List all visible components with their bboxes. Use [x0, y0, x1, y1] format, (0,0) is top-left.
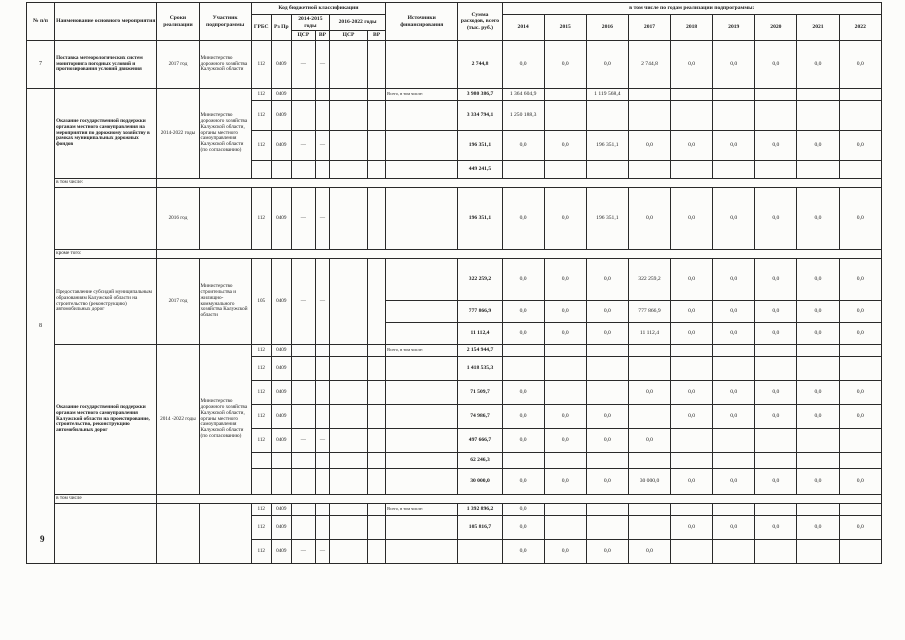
header-total: Сумма расходов, всего (тыс. руб.)	[458, 3, 502, 41]
table-row: 112 0409 1 418 535,3	[27, 357, 882, 381]
table-row: Предоставление субсидий муниципальным образованиям Калужской области на строительство (реконструкцию) автомобильных дорог 2017 год Министерство строительства и жилищно-коммунального хозяйства Калужской области 105 0409 — — 322 259,2 0,0 0,0 0,0 322 259,2 0,0 0,0 0,0 0,0 0,0	[27, 259, 882, 301]
header-period: Сроки реализации	[157, 3, 199, 41]
header-name: Наименование основного мероприятия	[55, 3, 157, 41]
header-years-group: в том числе по годам реализации подпрограммы:	[502, 3, 881, 15]
header-sources: Источники финансирования	[386, 3, 458, 41]
table-row: 112 0409 — — 0,0 0,0 0,0 0,0	[27, 540, 882, 564]
table-row: 112 0409 — — 497 666,7 0,0 0,0 0,0 0,0	[27, 429, 882, 453]
table-row: 2016 год 112 0409 — — 196 351,1 0,0 0,0 196 351,1 0,0 0,0 0,0 0,0 0,0 0,0	[27, 188, 882, 250]
table-row: 112 0409 3 334 794,1 1 250 188,3	[27, 101, 882, 131]
header-2014-2015: 2014-2015 годы	[291, 15, 329, 31]
table-row: 449 241,5	[27, 161, 882, 179]
header-vr-1622: ВР	[368, 31, 386, 41]
header-csr-1622: ЦСР	[329, 31, 367, 41]
header-year: 2015	[544, 15, 586, 41]
header-year: 2019	[713, 15, 755, 41]
table-row: 30 000,0 0,0 0,0 0,0 30 000,0 0,0 0,0 0,0 0,0 0,0	[27, 469, 882, 495]
table-row: 777 866,9 0,0 0,0 0,0 777 866,9 0,0 0,0 0,0 0,0 0,0	[27, 301, 882, 323]
header-bk-group: Код бюджетной классификации	[251, 3, 385, 15]
header-year: 2020	[755, 15, 797, 41]
table-row: 7 Поставка метеорологических систем мониторинга погодных условий и прогнозирования условий движения 2017 год Министерство дорожного хозяйства Калужской области 112 0409 — — 2 744,8 0,0 0,0 0,0 2 744,8 0,0 0,0 0,0 0,0 0,0	[27, 41, 882, 89]
header-num: № п/п	[27, 3, 55, 41]
budget-table	[26, 2, 882, 564]
table-row: 112 0409 74 986,7 0,0 0,0 0,0 0,0 0,0 0,0 0,0 0,0	[27, 405, 882, 429]
header-rzpr: Рз Пр	[271, 15, 291, 41]
header-year: 2021	[797, 15, 839, 41]
table-row: 112 0409 71 509,7 0,0 0,0 0,0 0,0 0,0 0,0 0,0	[27, 381, 882, 405]
table-row: 11 112,4 0,0 0,0 0,0 11 112,4 0,0 0,0 0,0 0,0 0,0	[27, 323, 882, 345]
row-number-9: 9	[40, 534, 45, 544]
table-row: 8 Оказание государственной поддержки органам местного самоуправления на мероприятия по дорожному хозяйству в рамках муниципальных дорожных фондов 2014-2022 годы Министерство дорожного хозяйства Калужской области, органы местного самоуправления Калужской области (по согласованию) 112 0409 Всего, в том числе: 3 980 386,7 1 364 604,9 1 119 568,4	[27, 89, 882, 101]
header-year: 2016	[586, 15, 628, 41]
table-row: 112 0409 Всего, в том числе: 1 392 896,2 0,0	[27, 504, 882, 516]
table-row: в том числе:	[27, 179, 882, 188]
table-row: кроме того:	[27, 250, 882, 259]
header-year: 2017	[628, 15, 670, 41]
header-year: 2022	[839, 15, 881, 41]
header-year: 2014	[502, 15, 544, 41]
header-grbs: ГРБС	[251, 15, 271, 41]
row-number-8: 8	[27, 89, 55, 564]
table-row: 112 0409 — — 196 351,1 0,0 0,0 196 351,1 0,0 0,0 0,0 0,0 0,0 0,0	[27, 131, 882, 161]
table-row: 62 246,3	[27, 453, 882, 469]
table-row: 112 0409 105 816,7 0,0 0,0 0,0 0,0 0,0 0,0	[27, 516, 882, 540]
header-year: 2018	[671, 15, 713, 41]
header-2016-2022: 2016-2022 годы	[329, 15, 385, 31]
table-row: в том числе	[27, 495, 882, 504]
header-csr-1415: ЦСР	[291, 31, 315, 41]
header-vr-1415: ВР	[315, 31, 329, 41]
header-participant: Участник подпрограммы	[199, 3, 251, 41]
table-row: Оказание государственной поддержки органам местного самоуправления Калужской области на проектирование, строительство, реконструкцию автомобильных дорог 2014 -2022 годы Министерство дорожного хозяйства Калужской области, органы местного самоуправления Калужской области (по согласованию) 112 0409 Всего, в том числе: 2 154 944,7	[27, 345, 882, 357]
